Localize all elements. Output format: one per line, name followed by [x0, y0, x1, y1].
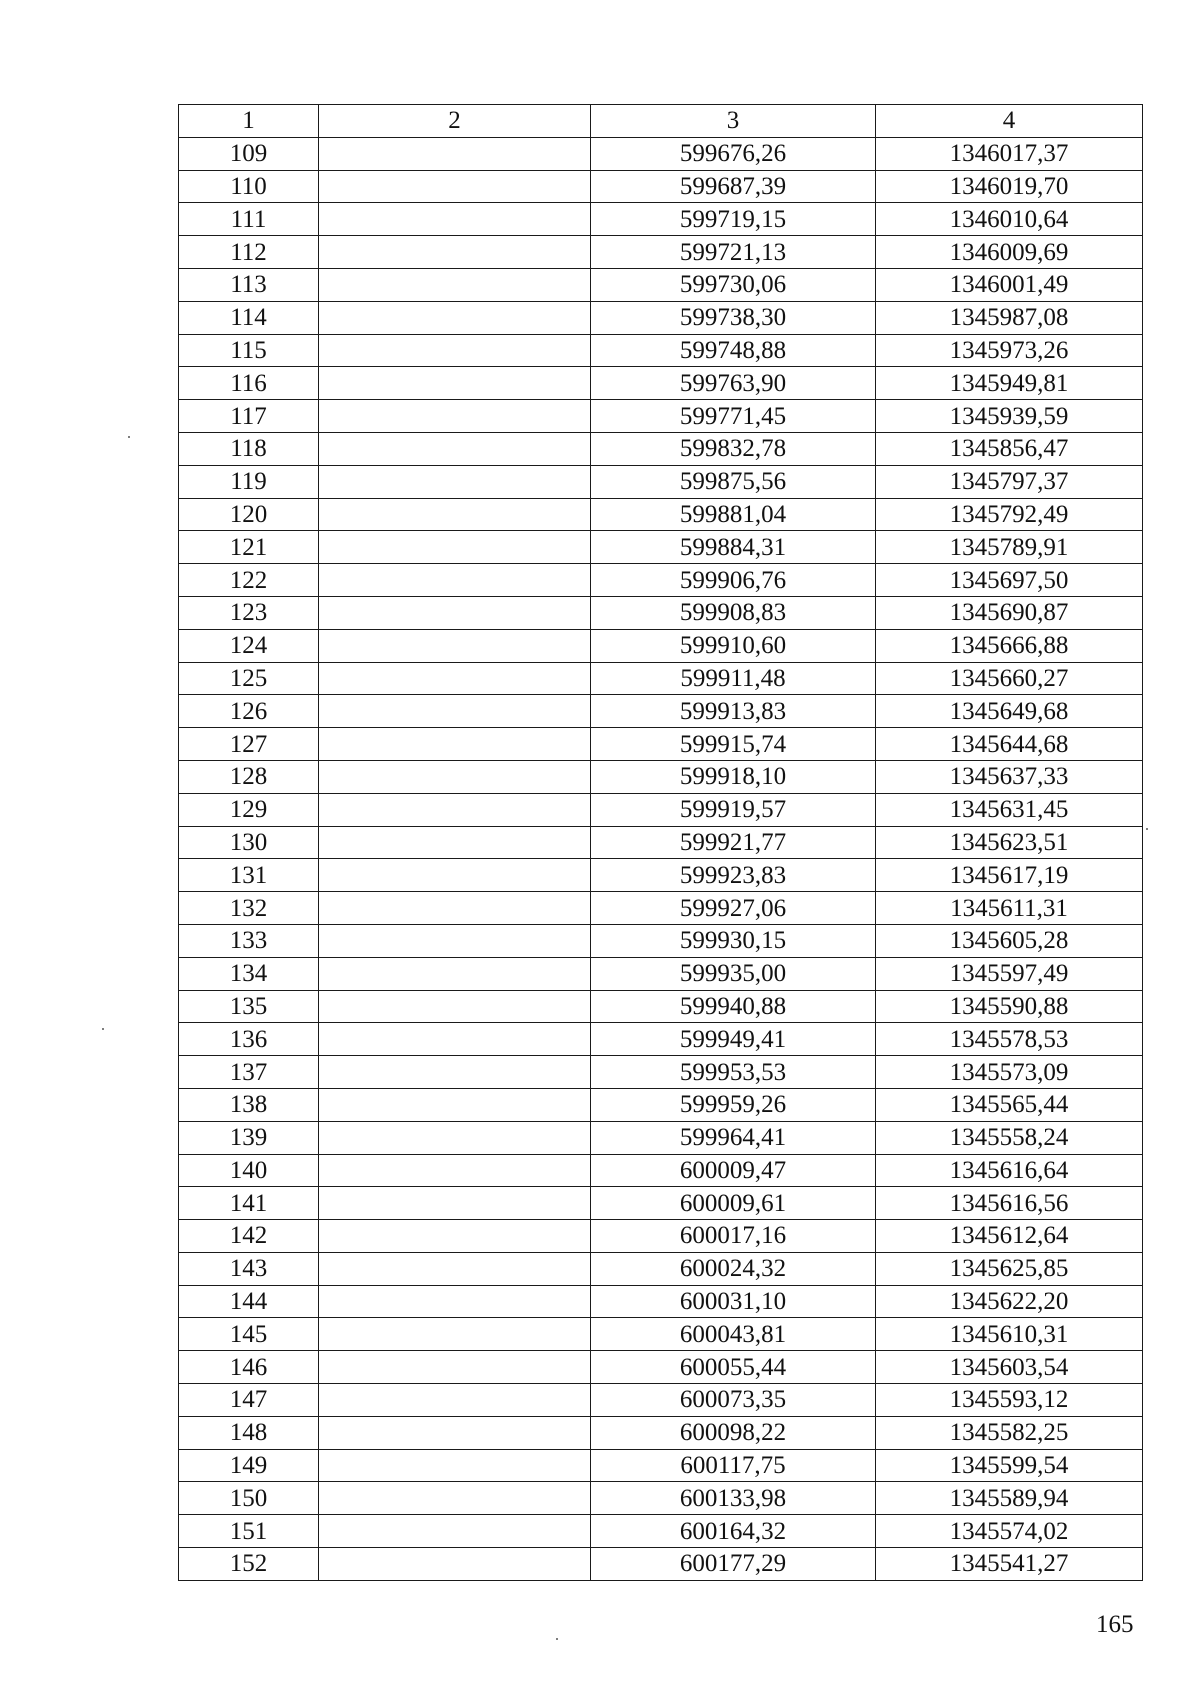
- y-coordinate-cell: 1345939,59: [876, 400, 1143, 433]
- y-coordinate-cell: 1346001,49: [876, 268, 1143, 301]
- y-coordinate-cell: 1345605,28: [876, 924, 1143, 957]
- table-row: [179, 990, 1143, 1023]
- table-row: [179, 268, 1143, 301]
- table-row: [179, 793, 1143, 826]
- blank-cell: [319, 728, 591, 761]
- table-row: [179, 760, 1143, 793]
- table-row: [179, 334, 1143, 367]
- x-coordinate-cell: 599884,31: [591, 531, 876, 564]
- point-number-cell: 116: [179, 367, 319, 400]
- blank-cell: [319, 1187, 591, 1220]
- blank-cell: [319, 137, 591, 170]
- y-coordinate-cell: 1346017,37: [876, 137, 1143, 170]
- y-coordinate-cell: 1345949,81: [876, 367, 1143, 400]
- x-coordinate-cell: 599832,78: [591, 432, 876, 465]
- point-number-cell: 133: [179, 924, 319, 957]
- point-number-cell: 151: [179, 1515, 319, 1548]
- point-number-cell: 142: [179, 1220, 319, 1253]
- point-number-cell: 115: [179, 334, 319, 367]
- table-row: [179, 1252, 1143, 1285]
- y-coordinate-cell: 1345616,56: [876, 1187, 1143, 1220]
- point-number-cell: 129: [179, 793, 319, 826]
- y-coordinate-cell: 1345631,45: [876, 793, 1143, 826]
- point-number-cell: 109: [179, 137, 319, 170]
- x-coordinate-cell: 599930,15: [591, 924, 876, 957]
- table-row: [179, 301, 1143, 334]
- x-coordinate-cell: 599721,13: [591, 236, 876, 269]
- table-row: [179, 1351, 1143, 1384]
- x-coordinate-cell: 599964,41: [591, 1121, 876, 1154]
- point-number-cell: 136: [179, 1023, 319, 1056]
- blank-cell: [319, 990, 591, 1023]
- x-coordinate-cell: 599748,88: [591, 334, 876, 367]
- x-coordinate-cell: 599730,06: [591, 268, 876, 301]
- x-coordinate-cell: 599918,10: [591, 760, 876, 793]
- point-number-cell: 134: [179, 957, 319, 990]
- table-row: [179, 1187, 1143, 1220]
- y-coordinate-cell: 1345617,19: [876, 859, 1143, 892]
- blank-cell: [319, 662, 591, 695]
- table-header: [179, 105, 1143, 138]
- x-coordinate-cell: 599953,53: [591, 1056, 876, 1089]
- table-row: [179, 1548, 1143, 1581]
- x-coordinate-cell: 599911,48: [591, 662, 876, 695]
- blank-cell: [319, 498, 591, 531]
- y-coordinate-cell: 1345574,02: [876, 1515, 1143, 1548]
- table-row: [179, 695, 1143, 728]
- blank-cell: [319, 236, 591, 269]
- table-row: [179, 170, 1143, 203]
- point-number-cell: 147: [179, 1384, 319, 1417]
- blank-cell: [319, 367, 591, 400]
- blank-cell: [319, 826, 591, 859]
- table-row: [179, 203, 1143, 236]
- x-coordinate-cell: 599913,83: [591, 695, 876, 728]
- x-coordinate-cell: 600024,32: [591, 1252, 876, 1285]
- x-coordinate-cell: 599923,83: [591, 859, 876, 892]
- table-row: [179, 236, 1143, 269]
- blank-cell: [319, 170, 591, 203]
- point-number-cell: 121: [179, 531, 319, 564]
- y-coordinate-cell: 1345789,91: [876, 531, 1143, 564]
- table-row: [179, 1449, 1143, 1482]
- blank-cell: [319, 1056, 591, 1089]
- blank-cell: [319, 695, 591, 728]
- table-row: [179, 1088, 1143, 1121]
- page-number: 165: [1096, 1611, 1134, 1638]
- x-coordinate-cell: 600073,35: [591, 1384, 876, 1417]
- table-row: [179, 400, 1143, 433]
- point-number-cell: 131: [179, 859, 319, 892]
- point-number-cell: 141: [179, 1187, 319, 1220]
- y-coordinate-cell: 1345625,85: [876, 1252, 1143, 1285]
- x-coordinate-cell: 600009,61: [591, 1187, 876, 1220]
- blank-cell: [319, 400, 591, 433]
- blank-cell: [319, 1351, 591, 1384]
- y-coordinate-cell: 1345565,44: [876, 1088, 1143, 1121]
- x-coordinate-cell: 600098,22: [591, 1416, 876, 1449]
- point-number-cell: 112: [179, 236, 319, 269]
- x-coordinate-cell: 600031,10: [591, 1285, 876, 1318]
- blank-cell: [319, 1482, 591, 1515]
- point-number-cell: 119: [179, 465, 319, 498]
- y-coordinate-cell: 1345541,27: [876, 1548, 1143, 1581]
- point-number-cell: 123: [179, 596, 319, 629]
- table-row: [179, 137, 1143, 170]
- blank-cell: [319, 760, 591, 793]
- blank-cell: [319, 1220, 591, 1253]
- blank-cell: [319, 1154, 591, 1187]
- point-number-cell: 118: [179, 432, 319, 465]
- y-coordinate-cell: 1345603,54: [876, 1351, 1143, 1384]
- blank-cell: [319, 1384, 591, 1417]
- table-row: [179, 465, 1143, 498]
- table-row: [179, 859, 1143, 892]
- y-coordinate-cell: 1345660,27: [876, 662, 1143, 695]
- y-coordinate-cell: 1345610,31: [876, 1318, 1143, 1351]
- y-coordinate-cell: 1346019,70: [876, 170, 1143, 203]
- blank-cell: [319, 924, 591, 957]
- point-number-cell: 144: [179, 1285, 319, 1318]
- y-coordinate-cell: 1345623,51: [876, 826, 1143, 859]
- y-coordinate-cell: 1345612,64: [876, 1220, 1143, 1253]
- y-coordinate-cell: 1345987,08: [876, 301, 1143, 334]
- x-coordinate-cell: 599921,77: [591, 826, 876, 859]
- blank-cell: [319, 1449, 591, 1482]
- x-coordinate-cell: 600164,32: [591, 1515, 876, 1548]
- x-coordinate-cell: 599908,83: [591, 596, 876, 629]
- point-number-cell: 114: [179, 301, 319, 334]
- point-number-cell: 143: [179, 1252, 319, 1285]
- x-coordinate-cell: 600009,47: [591, 1154, 876, 1187]
- table-row: [179, 1154, 1143, 1187]
- x-coordinate-cell: 599910,60: [591, 629, 876, 662]
- point-number-cell: 111: [179, 203, 319, 236]
- point-number-cell: 140: [179, 1154, 319, 1187]
- blank-cell: [319, 1318, 591, 1351]
- y-coordinate-cell: 1346009,69: [876, 236, 1143, 269]
- blank-cell: [319, 334, 591, 367]
- y-coordinate-cell: 1345593,12: [876, 1384, 1143, 1417]
- table-row: [179, 629, 1143, 662]
- blank-cell: [319, 892, 591, 925]
- point-number-cell: 148: [179, 1416, 319, 1449]
- scan-speck: [128, 436, 130, 438]
- x-coordinate-cell: 599676,26: [591, 137, 876, 170]
- point-number-cell: 117: [179, 400, 319, 433]
- blank-cell: [319, 531, 591, 564]
- point-number-cell: 135: [179, 990, 319, 1023]
- header-row: [179, 105, 1143, 138]
- table-row: [179, 728, 1143, 761]
- column-header-1: 1: [179, 105, 319, 138]
- point-number-cell: 113: [179, 268, 319, 301]
- point-number-cell: 150: [179, 1482, 319, 1515]
- blank-cell: [319, 268, 591, 301]
- table-row: [179, 367, 1143, 400]
- x-coordinate-cell: 599738,30: [591, 301, 876, 334]
- blank-cell: [319, 1121, 591, 1154]
- column-header-4: 4: [876, 105, 1143, 138]
- coordinates-table: [178, 104, 1143, 1581]
- table-row: [179, 531, 1143, 564]
- table-row: [179, 564, 1143, 597]
- point-number-cell: 139: [179, 1121, 319, 1154]
- x-coordinate-cell: 599919,57: [591, 793, 876, 826]
- scan-speck: [1146, 828, 1148, 830]
- point-number-cell: 149: [179, 1449, 319, 1482]
- y-coordinate-cell: 1345622,20: [876, 1285, 1143, 1318]
- blank-cell: [319, 1023, 591, 1056]
- x-coordinate-cell: 600177,29: [591, 1548, 876, 1581]
- table-row: [179, 596, 1143, 629]
- table-row: [179, 1482, 1143, 1515]
- point-number-cell: 132: [179, 892, 319, 925]
- y-coordinate-cell: 1345558,24: [876, 1121, 1143, 1154]
- blank-cell: [319, 1515, 591, 1548]
- y-coordinate-cell: 1345690,87: [876, 596, 1143, 629]
- point-number-cell: 124: [179, 629, 319, 662]
- point-number-cell: 127: [179, 728, 319, 761]
- point-number-cell: 125: [179, 662, 319, 695]
- y-coordinate-cell: 1345792,49: [876, 498, 1143, 531]
- blank-cell: [319, 1252, 591, 1285]
- blank-cell: [319, 1088, 591, 1121]
- table-row: [179, 1515, 1143, 1548]
- x-coordinate-cell: 599906,76: [591, 564, 876, 597]
- table-row: [179, 1056, 1143, 1089]
- table-row: [179, 1318, 1143, 1351]
- y-coordinate-cell: 1345573,09: [876, 1056, 1143, 1089]
- x-coordinate-cell: 599881,04: [591, 498, 876, 531]
- table-row: [179, 662, 1143, 695]
- blank-cell: [319, 596, 591, 629]
- x-coordinate-cell: 599719,15: [591, 203, 876, 236]
- blank-cell: [319, 564, 591, 597]
- blank-cell: [319, 629, 591, 662]
- y-coordinate-cell: 1345697,50: [876, 564, 1143, 597]
- table-row: [179, 1121, 1143, 1154]
- point-number-cell: 128: [179, 760, 319, 793]
- point-number-cell: 138: [179, 1088, 319, 1121]
- y-coordinate-cell: 1345582,25: [876, 1416, 1143, 1449]
- x-coordinate-cell: 600017,16: [591, 1220, 876, 1253]
- blank-cell: [319, 957, 591, 990]
- y-coordinate-cell: 1345856,47: [876, 432, 1143, 465]
- blank-cell: [319, 301, 591, 334]
- point-number-cell: 145: [179, 1318, 319, 1351]
- point-number-cell: 146: [179, 1351, 319, 1384]
- x-coordinate-cell: 599915,74: [591, 728, 876, 761]
- y-coordinate-cell: 1345644,68: [876, 728, 1143, 761]
- point-number-cell: 110: [179, 170, 319, 203]
- point-number-cell: 130: [179, 826, 319, 859]
- table-row: [179, 1220, 1143, 1253]
- column-header-2: 2: [319, 105, 591, 138]
- x-coordinate-cell: 600043,81: [591, 1318, 876, 1351]
- y-coordinate-cell: 1345599,54: [876, 1449, 1143, 1482]
- y-coordinate-cell: 1345590,88: [876, 990, 1143, 1023]
- point-number-cell: 126: [179, 695, 319, 728]
- y-coordinate-cell: 1345637,33: [876, 760, 1143, 793]
- x-coordinate-cell: 599771,45: [591, 400, 876, 433]
- table-row: [179, 957, 1143, 990]
- y-coordinate-cell: 1345616,64: [876, 1154, 1143, 1187]
- point-number-cell: 122: [179, 564, 319, 597]
- y-coordinate-cell: 1345578,53: [876, 1023, 1143, 1056]
- table-row: [179, 892, 1143, 925]
- table-row: [179, 1023, 1143, 1056]
- y-coordinate-cell: 1345597,49: [876, 957, 1143, 990]
- x-coordinate-cell: 599940,88: [591, 990, 876, 1023]
- x-coordinate-cell: 599935,00: [591, 957, 876, 990]
- table-row: [179, 1285, 1143, 1318]
- x-coordinate-cell: 600133,98: [591, 1482, 876, 1515]
- blank-cell: [319, 1548, 591, 1581]
- point-number-cell: 152: [179, 1548, 319, 1581]
- table-body: [179, 137, 1143, 1580]
- x-coordinate-cell: 599687,39: [591, 170, 876, 203]
- x-coordinate-cell: 600117,75: [591, 1449, 876, 1482]
- x-coordinate-cell: 599875,56: [591, 465, 876, 498]
- y-coordinate-cell: 1346010,64: [876, 203, 1143, 236]
- y-coordinate-cell: 1345611,31: [876, 892, 1143, 925]
- column-header-3: 3: [591, 105, 876, 138]
- x-coordinate-cell: 599959,26: [591, 1088, 876, 1121]
- scan-speck: [102, 1028, 104, 1030]
- blank-cell: [319, 793, 591, 826]
- blank-cell: [319, 465, 591, 498]
- y-coordinate-cell: 1345666,88: [876, 629, 1143, 662]
- point-number-cell: 137: [179, 1056, 319, 1089]
- table-row: [179, 924, 1143, 957]
- table-row: [179, 498, 1143, 531]
- blank-cell: [319, 859, 591, 892]
- y-coordinate-cell: 1345973,26: [876, 334, 1143, 367]
- blank-cell: [319, 432, 591, 465]
- x-coordinate-cell: 599927,06: [591, 892, 876, 925]
- x-coordinate-cell: 599763,90: [591, 367, 876, 400]
- table-row: [179, 432, 1143, 465]
- blank-cell: [319, 1416, 591, 1449]
- y-coordinate-cell: 1345797,37: [876, 465, 1143, 498]
- table-row: [179, 1384, 1143, 1417]
- x-coordinate-cell: 600055,44: [591, 1351, 876, 1384]
- point-number-cell: 120: [179, 498, 319, 531]
- y-coordinate-cell: 1345649,68: [876, 695, 1143, 728]
- y-coordinate-cell: 1345589,94: [876, 1482, 1143, 1515]
- blank-cell: [319, 203, 591, 236]
- table-row: [179, 826, 1143, 859]
- blank-cell: [319, 1285, 591, 1318]
- table-row: [179, 1416, 1143, 1449]
- x-coordinate-cell: 599949,41: [591, 1023, 876, 1056]
- scan-speck: [556, 1638, 558, 1640]
